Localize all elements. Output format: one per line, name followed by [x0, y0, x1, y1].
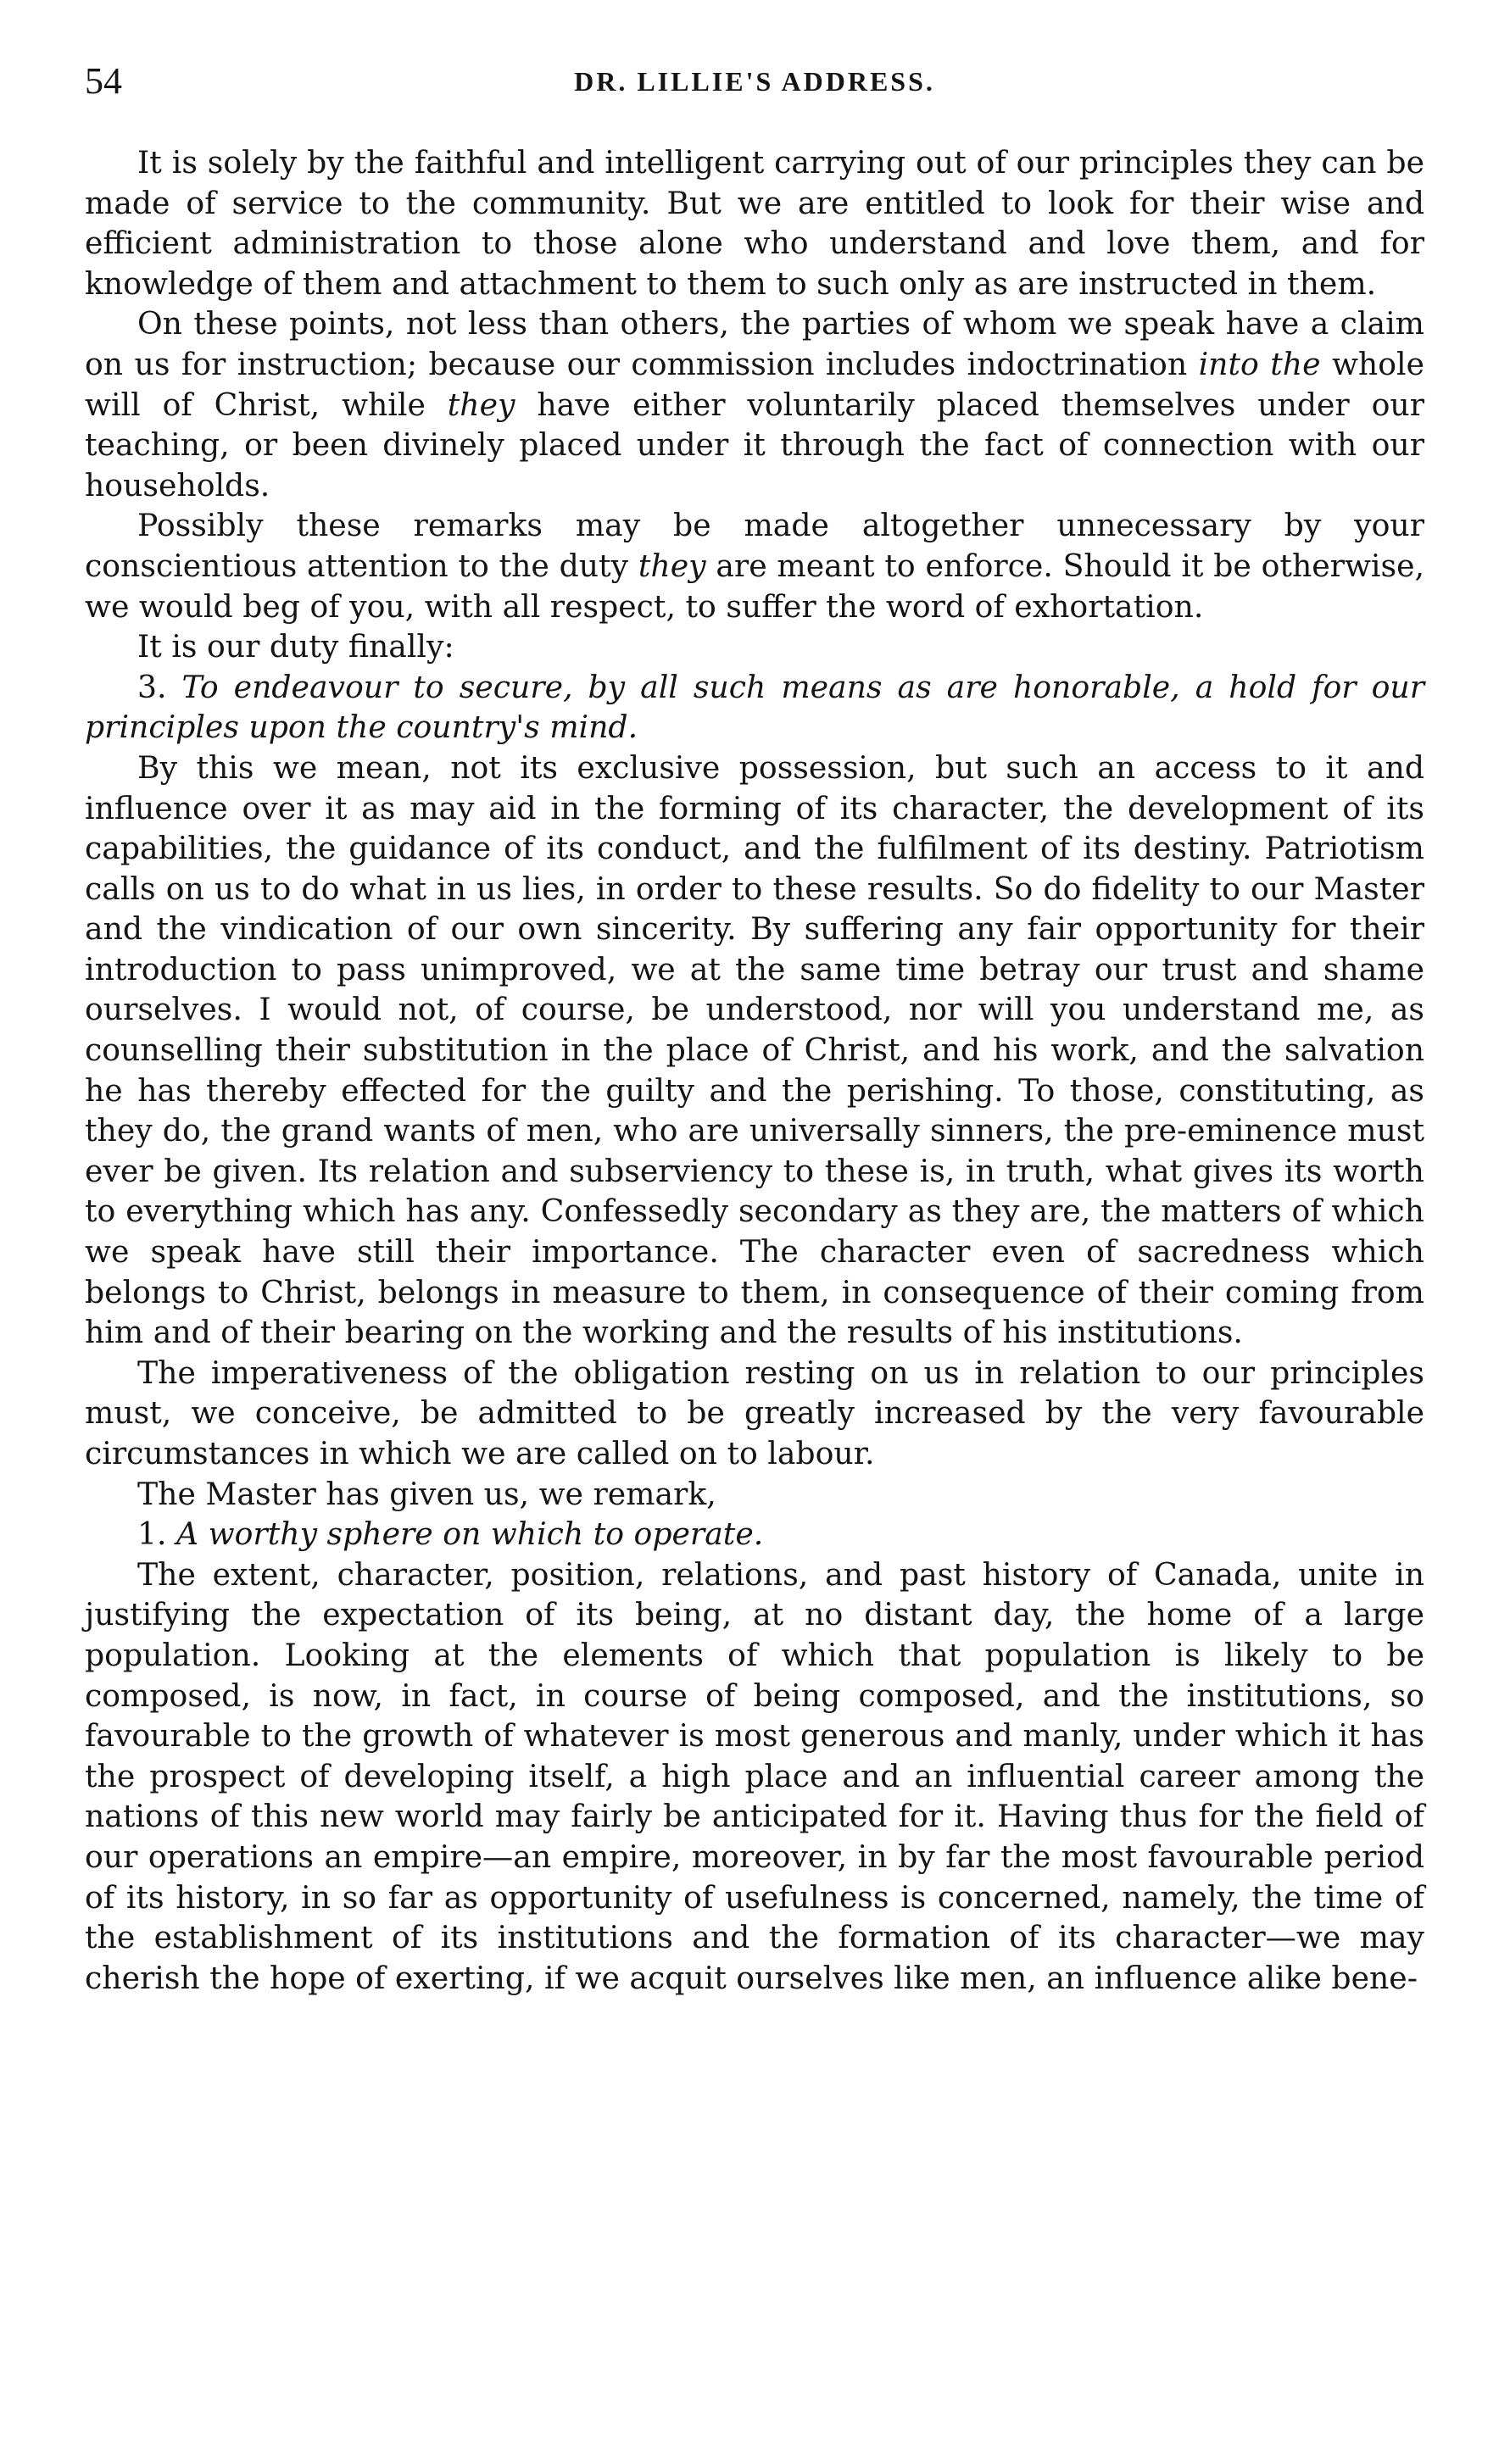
paragraph [85, 1353, 1424, 1474]
italic-text: they [638, 547, 706, 584]
paragraph [85, 505, 1424, 626]
text-run: are meant to enforce. Should it be otherwise, we would beg of you, with all respect, to suffer the word of exhortation. [85, 547, 1424, 625]
text-run: It is solely by the faithful and intelligent carrying out of our principles they can be made of service to the community. But we are entitled to look for their wise and efficient administration to those alone who understand and love them, and for knowledge of them and attachment to them to such only as are instructed in them. [85, 144, 1424, 302]
paragraph [85, 626, 1424, 667]
italic-text: To endeavour to secure, by all such means as are honorable, a hold for our principles upon the country's mind. [85, 668, 1424, 746]
text-run: Possibly these remarks may be made altogether unnecessary by your conscientious attention to the duty [85, 507, 1424, 584]
text-run: The imperativeness of the obligation resting on us in relation to our principles must, we conceive, be admitted to be greatly increased by the very favourable circumstances in which we are called on to labour. [85, 1354, 1424, 1471]
text-run: By this we mean, not its exclusive possession, but such an access to it and influence over it as may aid in the forming of its character, the development of its capabilities, the guidance of its conduct, and the fulfilment of its destiny. Patriotism calls on us to do what in us lies, in order to these results. So do fidelity to our Master and the vindication of our own sincerity. By suffering any fair opportunity for their introduction to pass unimproved, we at the same time betray our trust and shame ourselves. I would not, of course, be understood, nor will you understand me, as counselling their substitution in the place of Christ, and his work, and the salvation he has thereby effected for the guilty and the perishing. To those, constituting, as they do, the grand wants of men, who are universally sinners, the pre-eminence must ever be given. Its relation and subserviency to these is, in truth, what gives its worth to everything which has any. Confessedly secondary as they are, the matters of which we speak have still their importance. The character even of sacredness which belongs to Christ, belongs in measure to them, in consequence of their coming from him and of their bearing on the working and the results of his institutions. [85, 748, 1424, 1351]
paragraph [85, 142, 1424, 303]
text-run: On these points, not less than others, the parties of whom we speak have a claim on us for instruction; because our commission includes indoctrination [85, 305, 1424, 382]
italic-text: A worthy sphere on which to operate. [176, 1516, 764, 1553]
numbered-heading [85, 667, 1424, 748]
text-run: have either voluntarily placed themselves under our teaching, or been divinely placed under it through the fact of connection with our households. [85, 386, 1424, 503]
text-run: The extent, character, position, relations, and past history of Canada, unite in justifying the expectation of its being, at no distant day, the home of a large population. Looking at the elements of which that population is likely to be composed, is now, in fact, in course of being composed, and the institutions, so favourable to the growth of whatever is most generous and manly, under which it has the prospect of developing itself, a high place and an influential career among the nations of this new world may fairly be anticipated for it. Having thus for the field of our operations an empire—an empire, moreover, in by far the most favourable period of its history, in so far as opportunity of usefulness is concerned, namely, the time of the establishment of its institutions and the formation of its character—we may cherish the hope of exerting, if we acquit ourselves like men, an influence alike bene- [85, 1555, 1424, 1996]
paragraph [85, 303, 1424, 505]
paragraph [85, 1474, 1424, 1515]
page-number: 54 [85, 60, 122, 102]
paragraph [85, 1555, 1424, 1999]
paragraph [85, 748, 1424, 1353]
text-run: whole will of Christ, while [85, 345, 1425, 423]
running-title: DR. LILLIE'S ADDRESS. [574, 66, 935, 97]
text-run: It is our duty finally: [137, 628, 454, 665]
text-run: 3. [137, 668, 182, 705]
numbered-heading [85, 1514, 1424, 1555]
text-run: The Master has given us, we remark, [137, 1475, 716, 1512]
body-text [85, 142, 1424, 1998]
running-head [85, 56, 1424, 115]
italic-text: into the [1198, 345, 1321, 382]
text-run: 1. [137, 1516, 177, 1553]
italic-text: they [447, 386, 515, 423]
